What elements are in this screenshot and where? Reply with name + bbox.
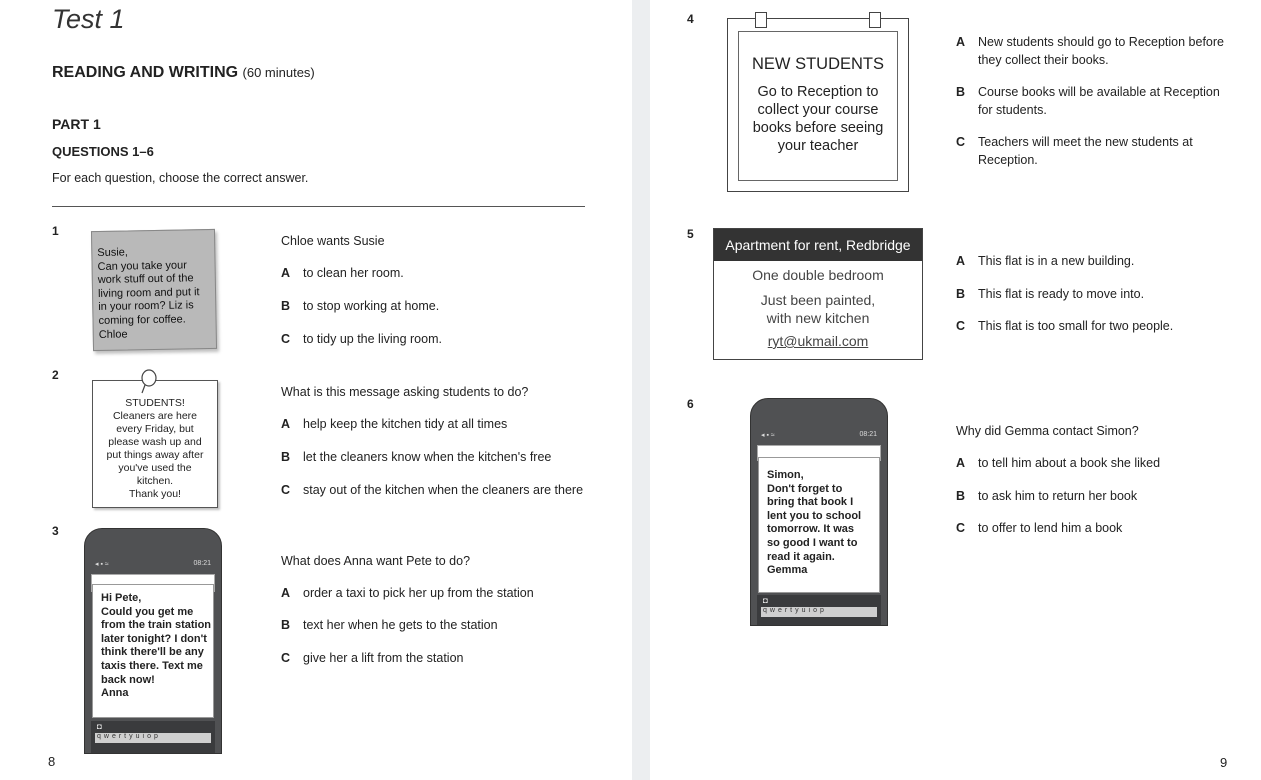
question-number: 4 [687,12,694,26]
answer-option[interactable]: C to tidy up the living room. [281,332,442,346]
answer-option[interactable]: C Teachers will meet the new students at Reception. [956,135,1193,167]
pushpin-icon [137,368,161,394]
question-number: 1 [52,224,59,238]
answer-option[interactable]: A This flat is in a new building. [956,254,1135,268]
status-time: 08:21 [193,560,211,567]
status-time: 08:21 [859,431,877,438]
signal-icon: ◂ ▪ ≈ [95,561,109,568]
question-number: 6 [687,397,694,411]
question-number: 3 [52,524,59,538]
answer-option[interactable]: B to ask him to return her book [956,489,1138,503]
keyboard [91,721,215,753]
answer-option[interactable]: A New students should go to Reception before they collect their books. [956,35,1224,67]
note-text: STUDENTS! Cleaners are here every Friday, but please wash up and put things away after you've used the kitchen. Thank you! [106,397,204,500]
status-bar [91,560,215,572]
page-number: 9 [1220,755,1228,770]
section-name: READING AND WRITING [52,64,239,81]
keyboard-row: qwertyuiop [95,733,211,743]
sign-body: Go to Reception to collect your course books before seeing your teacher [752,84,884,154]
answer-option[interactable]: B This flat is ready to move into. [956,287,1145,301]
question-prompt: What is this message asking students to do? [281,385,529,399]
ad-line: One double bedroom [752,267,884,283]
pinned-notice [92,380,218,508]
answer-option[interactable]: B Course books will be available at Reception for students. [956,85,1220,117]
question-prompt: What does Anna want Pete to do? [281,554,471,568]
keyboard [757,595,881,625]
ad-header: Apartment for rent, Redbridge [714,229,922,261]
answer-option[interactable]: A to clean her room. [281,266,404,280]
sticky-note [91,229,217,351]
answer-option[interactable]: C This flat is too small for two people. [956,319,1174,333]
instruction-text: For each question, choose the correct answer. [52,171,309,185]
question-prompt: Chloe wants Susie [281,234,385,248]
answer-option[interactable]: B to stop working at home. [281,299,440,313]
camera-icon: ◘ [97,722,102,731]
signal-icon: ◂ ▪ ≈ [761,432,775,439]
answer-option[interactable]: C give her a lift from the station [281,651,464,665]
status-bar [757,431,881,443]
question-range: QUESTIONS 1–6 [52,144,154,159]
section-duration: (60 minutes) [242,65,315,80]
answer-option[interactable]: C to offer to lend him a book [956,521,1123,535]
section-title [52,64,315,82]
phone-screen [758,457,880,593]
phone-screen [92,584,214,718]
phone [84,528,222,754]
page-number: 8 [48,754,56,769]
note-text: Susie, Can you take your work stuff out of the living room and put it in your room? Liz is coming for coffee. Chloe [97,246,200,341]
phone [750,398,888,626]
keyboard-row: qwertyuiop [761,607,877,617]
ad-line: Just been painted, with new kitchen [760,292,876,326]
divider [52,206,585,207]
text-message: Simon, Don't forget to bring that book I lent you to school tomorrow. It was so good I want to read it again. Gemma [767,469,862,577]
part-heading: PART 1 [52,116,101,132]
question-number: 5 [687,227,694,241]
answer-option[interactable]: B let the cleaners know when the kitchen's free [281,450,552,464]
tape-clip-icon [869,12,881,28]
answer-option[interactable]: A to tell him about a book she liked [956,456,1161,470]
text-message: Hi Pete, Could you get me from the train station later tonight? I don't think there'll be any taxis there. Text me back now! Anna [101,592,212,700]
tape-clip-icon [755,12,767,28]
camera-icon: ◘ [763,596,768,605]
test-title: Test 1 [52,4,125,34]
notice-sign [727,18,909,192]
ad-email: ryt@ukmail.com [767,333,869,349]
rental-ad [713,228,923,360]
answer-option[interactable]: C stay out of the kitchen when the cleaners are there [281,483,584,497]
answer-option[interactable]: B text her when he gets to the station [281,618,498,632]
sign-heading: NEW STUDENTS [752,55,884,73]
question-number: 2 [52,368,59,382]
question-prompt: Why did Gemma contact Simon? [956,424,1139,438]
answer-option[interactable]: A order a taxi to pick her up from the station [281,586,534,600]
answer-option[interactable]: A help keep the kitchen tidy at all times [281,417,508,431]
